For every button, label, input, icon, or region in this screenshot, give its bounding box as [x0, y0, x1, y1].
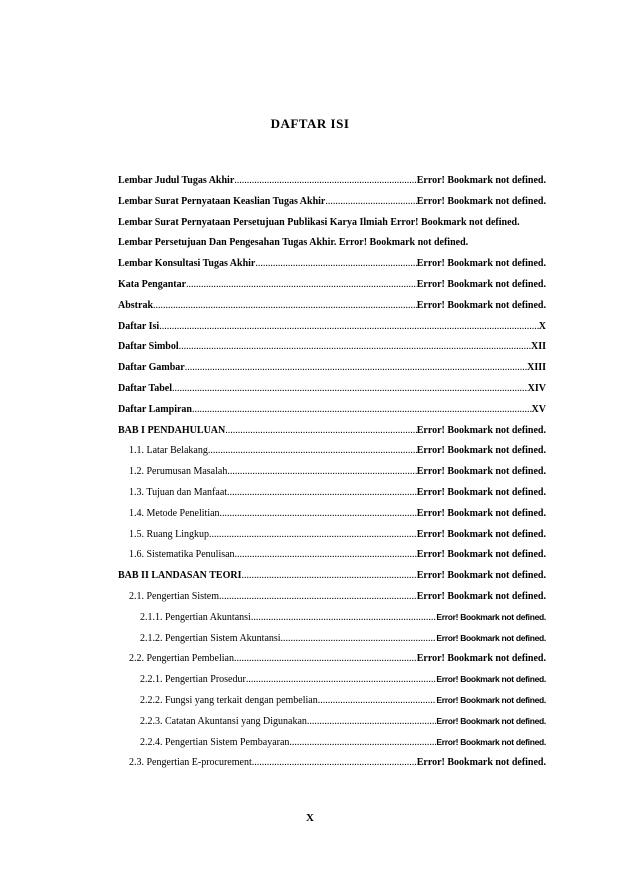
toc-entry[interactable] [118, 320, 546, 333]
toc-entry-page: Error! Bookmark not defined. [436, 694, 546, 705]
toc-entry-page: Error! Bookmark not defined. [416, 570, 546, 582]
toc-entry-page: Error! Bookmark not defined. [416, 175, 546, 186]
toc-entry[interactable] [118, 569, 546, 582]
toc-entry-label: 1.4. Metode Penelitian [129, 507, 220, 519]
toc-entry-label: Kata Pengantar [118, 278, 187, 290]
toc-entry-label: 2.2.4. Pengertian Sistem Pembayaran [140, 736, 290, 748]
toc-entry-page: Error! Bookmark not defined. [436, 736, 546, 747]
table-of-contents [118, 174, 546, 777]
toc-entry-page: Error! Bookmark not defined. [436, 632, 546, 643]
toc-leader-dots [234, 174, 416, 187]
toc-leader-dots [186, 278, 417, 291]
toc-entry[interactable] [118, 174, 546, 187]
toc-entry-label: Daftar Gambar [118, 362, 185, 374]
toc-entry-page: Error! Bookmark not defined. [436, 674, 546, 685]
toc-entry-label: Lembar Judul Tugas Akhir [118, 175, 235, 186]
toc-leader-dots [208, 444, 417, 457]
toc-entry-page: XIII [527, 362, 546, 374]
toc-entry[interactable] [118, 257, 546, 270]
toc-entry-page: Error! Bookmark not defined. [416, 590, 546, 602]
toc-entry-label: 2.2.2. Fungsi yang terkait dengan pembelian [140, 694, 318, 706]
toc-entry-page: X [538, 320, 546, 332]
toc-leader-dots [241, 569, 416, 582]
toc-leader-dots [209, 528, 417, 541]
toc-entry-page: XII [530, 341, 546, 353]
toc-entry-label: Lembar Konsultasi Tugas Akhir [118, 258, 256, 270]
toc-entry[interactable] [118, 340, 546, 353]
toc-entry[interactable] [118, 403, 546, 416]
toc-leader-dots [220, 507, 417, 520]
toc-entry-label: 1.3. Tujuan dan Manfaat [129, 486, 228, 498]
toc-entry-page: Error! Bookmark not defined. [416, 507, 546, 519]
toc-leader-dots [225, 424, 417, 437]
toc-entry-page: Error! Bookmark not defined. [416, 299, 546, 311]
toc-entry-label: 2.1. Pengertian Sistem [129, 590, 219, 602]
toc-leader-dots [227, 486, 417, 499]
toc-entry-page: XIV [527, 382, 546, 394]
toc-entry[interactable] [118, 548, 546, 561]
toc-entry-page: Error! Bookmark not defined. [416, 195, 546, 207]
toc-entry-page: Error! Bookmark not defined. [436, 611, 546, 622]
toc-entry-label: Lembar Persetujuan Dan Pengesahan Tugas Akhir. [118, 237, 337, 249]
toc-entry-label: Daftar Isi [118, 320, 160, 332]
toc-entry[interactable] [118, 216, 546, 229]
toc-entry-page: Error! Bookmark not defined. [416, 528, 546, 540]
toc-entry[interactable] [118, 632, 546, 645]
toc-entry-label: 1.1. Latar Belakang [129, 445, 208, 457]
toc-entry[interactable] [118, 611, 546, 624]
toc-leader-dots [172, 382, 528, 395]
toc-entry[interactable] [118, 652, 546, 665]
toc-entry-label: Daftar Lampiran [118, 403, 192, 415]
toc-entry[interactable] [118, 361, 546, 374]
toc-entry-label: 2.1.1. Pengertian Akuntansi [140, 611, 251, 623]
toc-entry-page: Error! Bookmark not defined. [416, 424, 546, 436]
toc-leader-dots [246, 673, 437, 686]
toc-leader-dots [325, 195, 416, 208]
toc-entry-label: 2.2. Pengertian Pembelian [129, 653, 234, 665]
toc-leader-dots [234, 652, 417, 665]
toc-leader-dots [289, 736, 436, 749]
toc-leader-dots [255, 257, 416, 270]
toc-entry-label: 2.3. Pengertian E-procurement [129, 757, 252, 769]
toc-entry-page: Error! Bookmark not defined. [416, 757, 546, 769]
toc-entry[interactable] [118, 528, 546, 541]
toc-entry-label: BAB II LANDASAN TEORI [118, 570, 242, 582]
toc-entry-page: Error! Bookmark not defined. [416, 445, 546, 457]
toc-leader-dots [179, 340, 531, 353]
toc-entry[interactable] [118, 756, 546, 769]
toc-entry-label: 1.2. Perumusan Masalah [129, 466, 228, 478]
toc-entry[interactable] [118, 299, 546, 312]
toc-entry-label: Lembar Surat Pernyataan Persetujuan Publikasi Karya Ilmiah [118, 216, 388, 228]
toc-leader-dots [252, 756, 417, 769]
toc-entry-label: Lembar Surat Pernyataan Keaslian Tugas Akhir [118, 195, 326, 207]
toc-entry-page: Error! Bookmark not defined. [416, 653, 546, 665]
toc-entry-label: 1.6. Sistematika Penulisan [129, 549, 235, 561]
toc-entry-label: Daftar Simbol [118, 341, 179, 353]
toc-leader-dots [235, 548, 417, 561]
toc-entry-page: Error! Bookmark not defined. [390, 216, 520, 228]
toc-entry[interactable] [118, 590, 546, 603]
toc-entry[interactable] [118, 195, 546, 208]
toc-entry[interactable] [118, 278, 546, 291]
toc-entry-page: Error! Bookmark not defined. [436, 715, 546, 726]
toc-entry[interactable] [118, 715, 546, 728]
page-title: DAFTAR ISI [270, 116, 350, 131]
toc-entry[interactable] [118, 507, 546, 520]
toc-entry[interactable] [118, 424, 546, 437]
toc-entry-page: Error! Bookmark not defined. [416, 278, 546, 290]
toc-entry[interactable] [118, 382, 546, 395]
toc-entry[interactable] [118, 673, 546, 686]
toc-entry-page: Error! Bookmark not defined. [416, 466, 546, 478]
toc-leader-dots [153, 299, 417, 312]
toc-entry[interactable] [118, 444, 546, 457]
toc-entry-page: Error! Bookmark not defined. [416, 258, 546, 270]
toc-entry-page: Error! Bookmark not defined. [338, 237, 469, 249]
toc-leader-dots [219, 590, 417, 603]
toc-entry-page: Error! Bookmark not defined. [416, 549, 546, 561]
toc-entry-label: 2.1.2. Pengertian Sistem Akuntansi [140, 632, 281, 644]
toc-entry-label: 1.5. Ruang Lingkup [129, 528, 209, 540]
toc-entry-label: 2.2.1. Pengertian Prosedur [140, 674, 246, 686]
toc-leader-dots [192, 403, 532, 416]
toc-leader-dots [185, 361, 527, 374]
toc-leader-dots [251, 611, 437, 624]
toc-entry[interactable] [118, 486, 546, 499]
toc-entry[interactable] [118, 465, 546, 478]
toc-entry-label: Abstrak [118, 299, 154, 311]
toc-leader-dots [281, 632, 437, 645]
toc-leader-dots [159, 320, 539, 333]
toc-entry[interactable] [118, 736, 546, 749]
toc-leader-dots [307, 715, 436, 728]
toc-entry-page: Error! Bookmark not defined. [416, 486, 546, 498]
toc-entry[interactable] [118, 236, 546, 249]
toc-leader-dots [227, 465, 416, 478]
toc-entry[interactable] [118, 694, 546, 707]
toc-entry-page: XV [531, 403, 546, 415]
page-number: X [306, 812, 314, 824]
toc-entry-label: 2.2.3. Catatan Akuntansi yang Digunakan [140, 715, 307, 727]
toc-leader-dots [318, 694, 437, 707]
toc-entry-label: Daftar Tabel [118, 382, 172, 394]
toc-entry-label: BAB I PENDAHULUAN [118, 424, 226, 436]
